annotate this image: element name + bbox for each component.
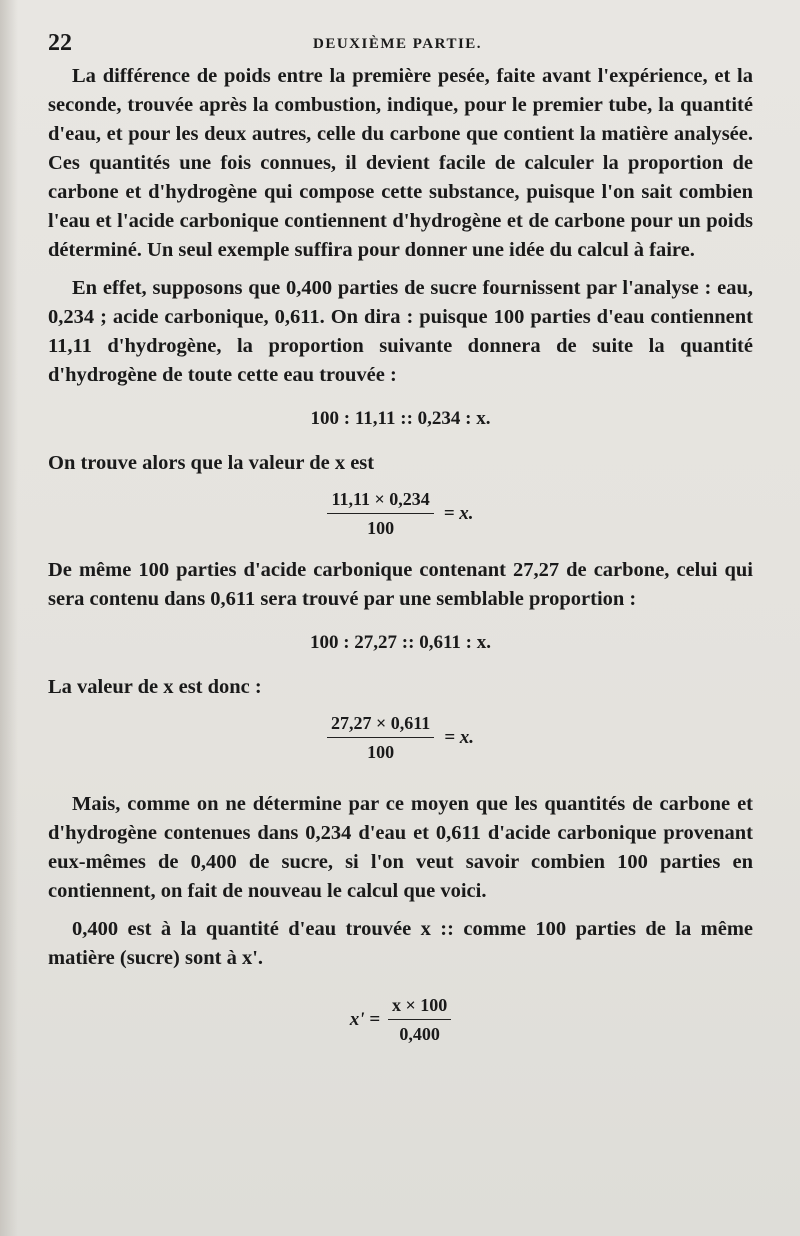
page-number: 22	[48, 30, 72, 56]
running-head: DEUXIÈME PARTIE.	[313, 36, 483, 52]
paragraph-3: On trouve alors que la valeur de x est	[48, 452, 375, 474]
paragraph-1: La différence de poids entre la première pesée, faite avant l'expérience, et la seconde, trouvée après la combustion, indique, pour le premier tube, la quantité d'eau, et pour les deux autres, celle du carbone que contient la matière analysée. Ces quantités une fois connues, il devient facile de calculer la proportion de carbone et d'hydrogène qui compose cette substance, puisque l'on sait combien l'eau et l'acide carbonique contiennent d'hydrogène et de carbone pour un poids déterminé. Un seul exemple suffira pour donner une idée du calcul à faire.	[48, 65, 753, 261]
paragraph-6: Mais, comme on ne détermine par ce moyen que les quantités de carbone et d'hydrogène contenues dans 0,234 d'eau et 0,611 d'acide carbonique provenant eux-mêmes de 0,400 de sucre, si l'on veut savoir combien 100 parties en contiennent, on fait de nouveau le calcul que voici.	[48, 793, 753, 902]
equation-proportion-carbon: 100 : 27,27 :: 0,611 : x.	[309, 632, 491, 653]
fraction-2-denominator: 100	[367, 742, 395, 762]
fraction-1-rhs: = x.	[443, 503, 474, 524]
page-body	[48, 62, 753, 1062]
page-header	[48, 30, 752, 58]
equation-proportion-hydrogen: 100 : 11,11 :: 0,234 : x.	[310, 408, 491, 429]
fraction-equation-1	[48, 487, 753, 540]
fraction-2-numerator: 27,27 × 0,611	[327, 711, 434, 738]
fraction-equation-3	[48, 993, 753, 1046]
fraction-2-rhs: = x.	[444, 727, 475, 748]
fraction-2	[327, 711, 434, 764]
fraction-3-denominator: 0,400	[399, 1024, 440, 1044]
paragraph-7: 0,400 est à la quantité d'eau trouvée x :: comme 100 parties de la même matière (sucre) sont à x'.	[48, 918, 753, 969]
fraction-1	[327, 487, 433, 540]
fraction-1-numerator: 11,11 × 0,234	[327, 487, 433, 514]
fraction-3	[388, 993, 451, 1046]
fraction-3-numerator: x × 100	[388, 993, 451, 1020]
fraction-1-denominator: 100	[367, 518, 395, 538]
paragraph-2: En effet, supposons que 0,400 parties de sucre fournissent par l'analyse : eau, 0,234 ; acide carbonique, 0,611. On dira : puisque 100 parties d'eau contiennent 11,11 d'hydrogène, la proportion suivante donnera de suite la quantité d'hydrogène de toute cette eau trouvée :	[48, 277, 753, 386]
paragraph-4: De même 100 parties d'acide carbonique contenant 27,27 de carbone, celui qui sera contenu dans 0,611 sera trouvé par une semblable proportion :	[48, 559, 753, 610]
fraction-3-lhs: x' =	[349, 1009, 381, 1030]
fraction-equation-2	[48, 711, 753, 764]
paragraph-5: La valeur de x est donc :	[48, 676, 262, 698]
